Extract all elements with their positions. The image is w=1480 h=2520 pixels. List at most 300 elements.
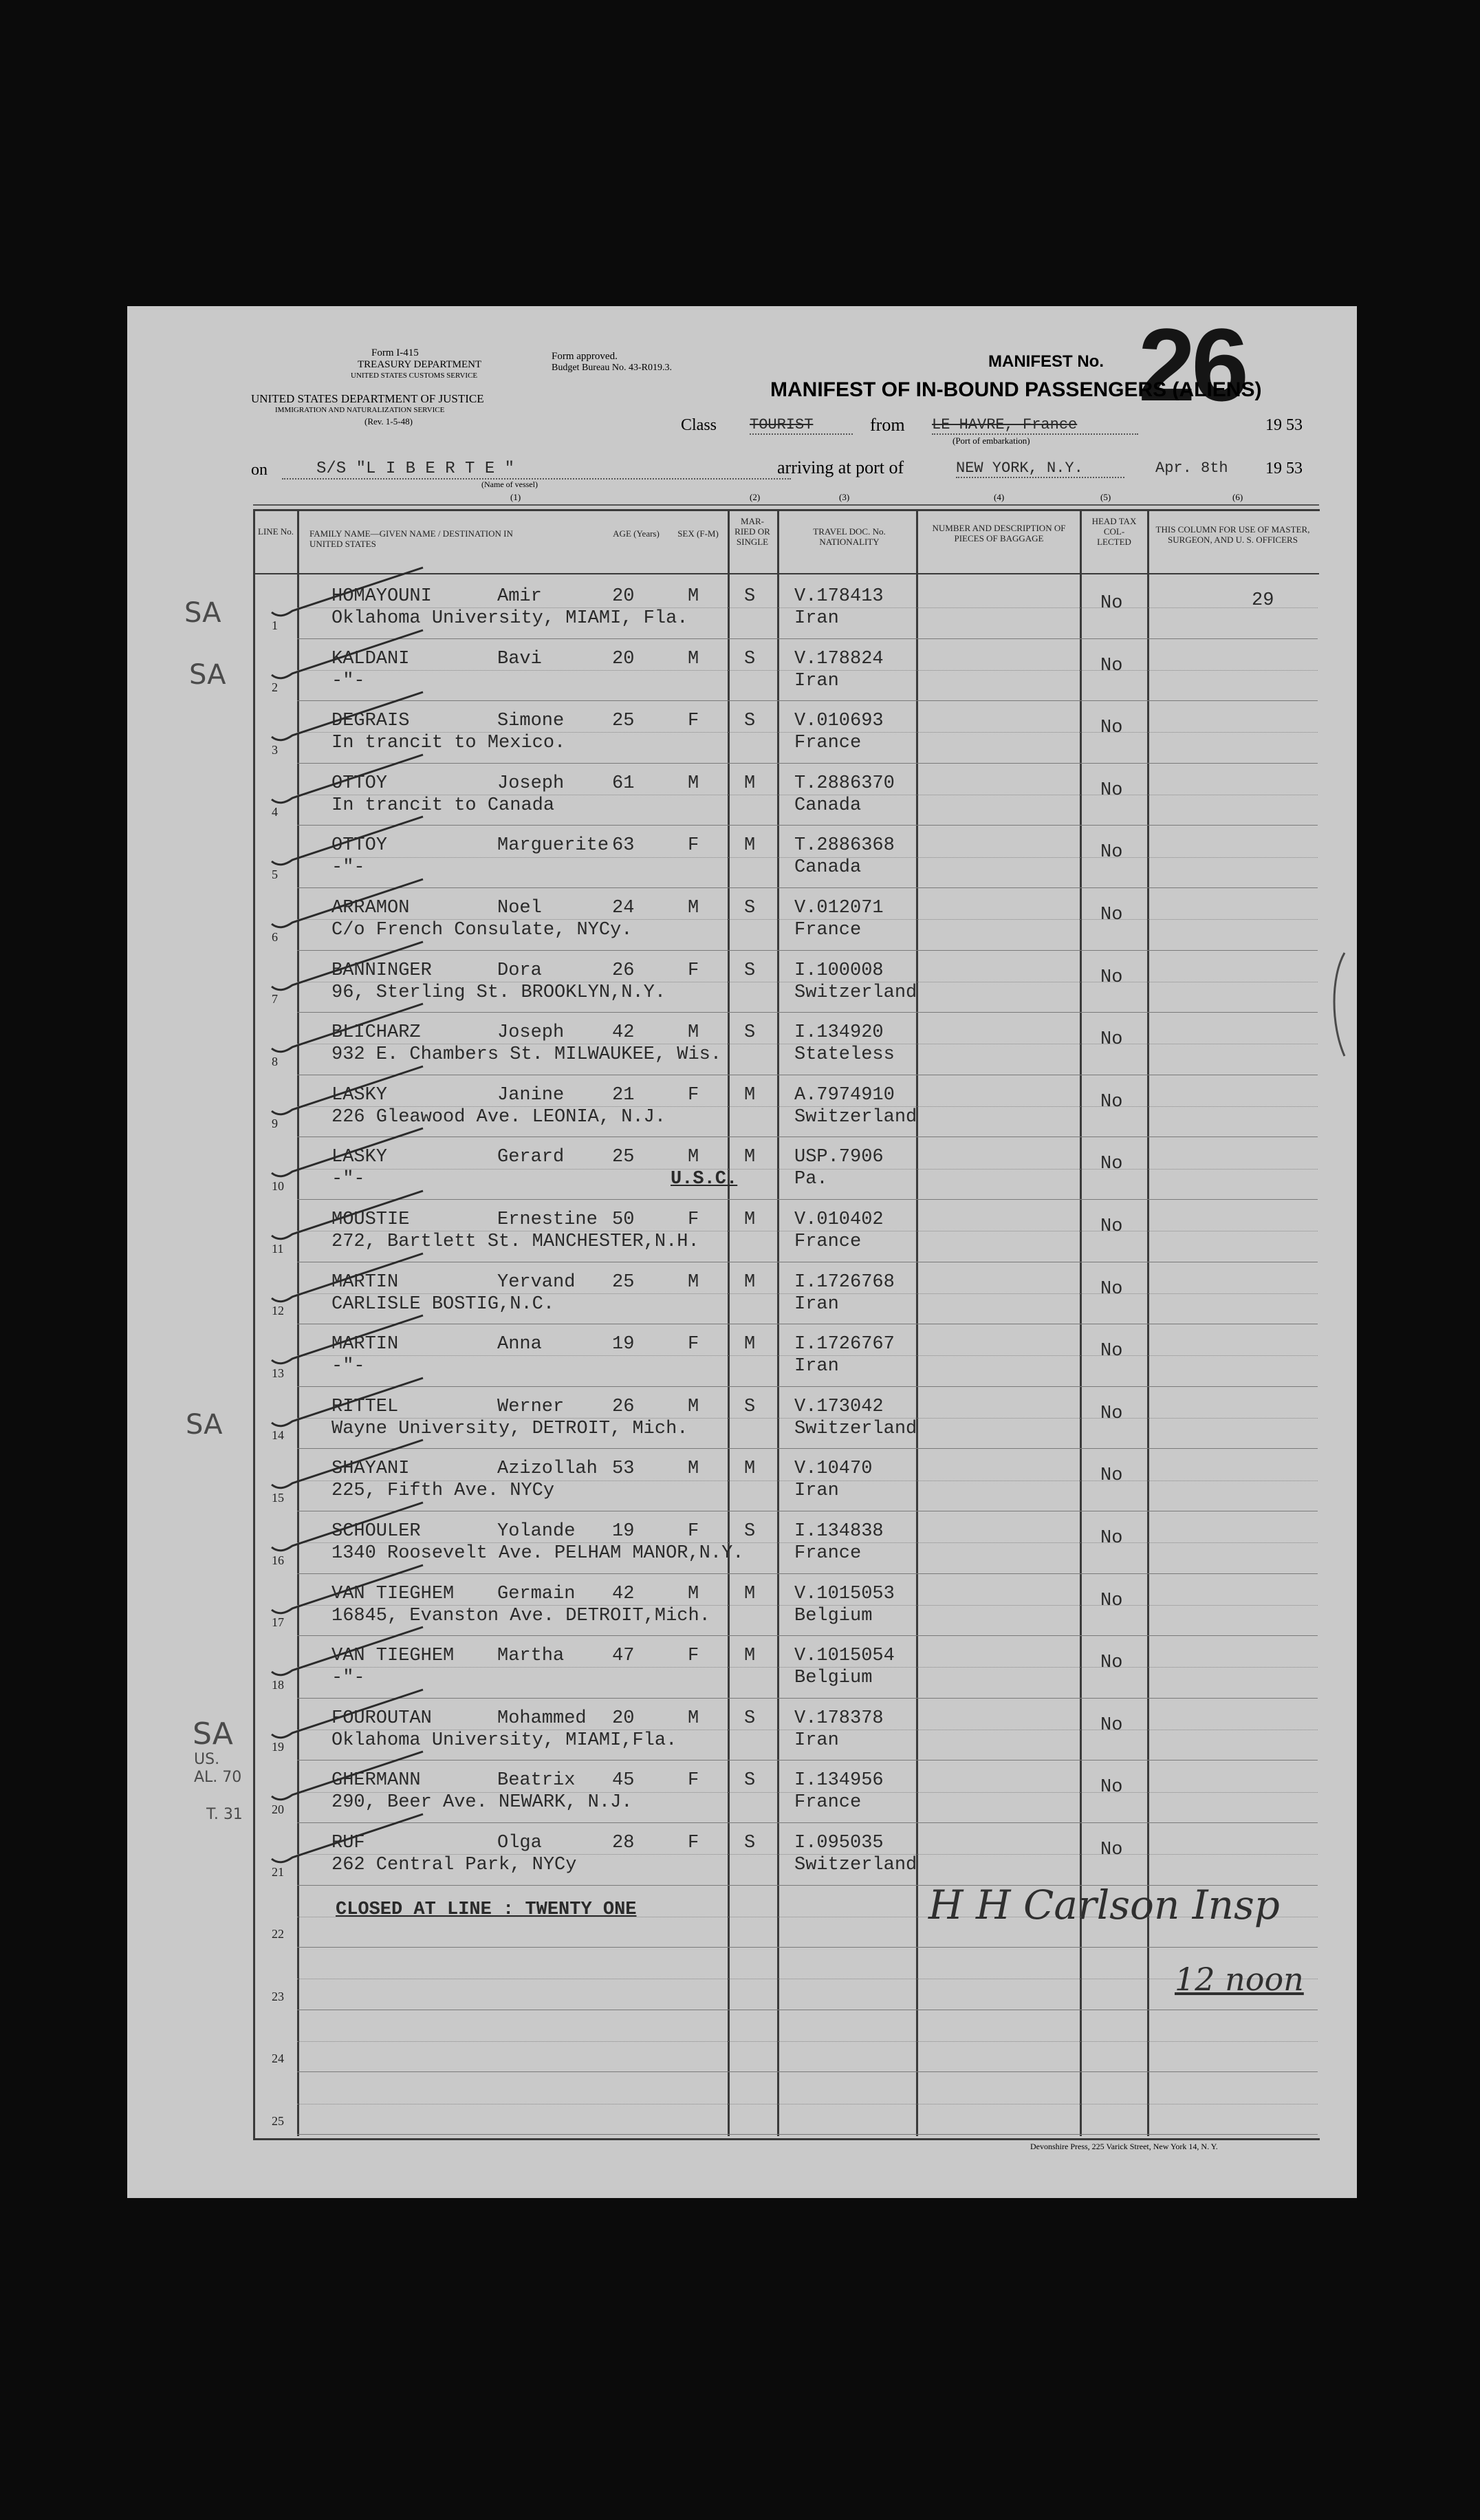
margin-note-us: US. AL. 70 bbox=[194, 1751, 242, 1786]
head-tax: No bbox=[1100, 779, 1123, 801]
table-row bbox=[0, 577, 1480, 638]
sex: M bbox=[688, 648, 699, 669]
nationality: Pa. bbox=[794, 1169, 828, 1190]
head-tax: No bbox=[1100, 1341, 1123, 1362]
nationality: Canada bbox=[794, 795, 862, 816]
treasury-department: TREASURY DEPARTMENT bbox=[358, 359, 482, 370]
check-mark-icon bbox=[265, 627, 430, 689]
margin-note-t: T. 31 bbox=[206, 1806, 243, 1823]
header-name: FAMILY NAME—GIVEN NAME / DESTINATION IN UNITED STATES bbox=[309, 528, 513, 549]
family-name: SHAYANI bbox=[331, 1458, 410, 1480]
check-mark-stroke bbox=[272, 568, 423, 616]
family-name: FOUROUTAN bbox=[331, 1708, 432, 1729]
table-row bbox=[0, 951, 1480, 1013]
given-name: Dora bbox=[497, 960, 542, 981]
paper-curl-mark bbox=[1327, 949, 1348, 1059]
head-tax: No bbox=[1100, 1590, 1123, 1611]
given-name: Gerard bbox=[497, 1147, 565, 1168]
family-name: LASKY bbox=[331, 1147, 388, 1168]
colnum-5: (5) bbox=[1100, 492, 1111, 502]
married-single: S bbox=[744, 1521, 756, 1542]
line-number: 3 bbox=[272, 742, 278, 757]
married-single: S bbox=[744, 648, 756, 669]
check-mark-stroke bbox=[272, 1191, 423, 1239]
colnum-2: (2) bbox=[750, 492, 761, 502]
check-mark-icon bbox=[265, 876, 430, 938]
destination: 96, Sterling St. BROOKLYN,N.Y. bbox=[331, 982, 666, 1003]
header-head-tax: HEAD TAX COL-LECTED bbox=[1091, 516, 1137, 547]
line-number: 7 bbox=[272, 992, 278, 1006]
line-number: 19 bbox=[272, 1740, 284, 1754]
sex: M bbox=[688, 898, 699, 918]
age: 50 bbox=[612, 1209, 635, 1230]
family-name: ARRAMON bbox=[331, 898, 410, 918]
travel-doc-no: V.010693 bbox=[794, 711, 884, 732]
line-number: 14 bbox=[272, 1428, 284, 1443]
sex: M bbox=[688, 1147, 699, 1168]
destination: -"- bbox=[331, 857, 365, 879]
margin-note-sa: SA bbox=[184, 597, 221, 629]
check-mark-icon bbox=[265, 564, 430, 626]
nationality: Iran bbox=[794, 1730, 839, 1751]
arriving-label: arriving at port of bbox=[777, 457, 904, 477]
travel-doc-no: V.010402 bbox=[794, 1209, 884, 1230]
destination: -"- bbox=[331, 1356, 365, 1377]
given-name: Noel bbox=[497, 898, 542, 918]
colnum-1: (1) bbox=[510, 492, 521, 502]
justice-department: UNITED STATES DEPARTMENT OF JUSTICE bbox=[251, 392, 484, 405]
officer-note: 29 bbox=[1252, 590, 1274, 611]
given-name: Joseph bbox=[497, 1022, 565, 1044]
family-name: MARTIN bbox=[331, 1271, 399, 1293]
destination: In trancit to Mexico. bbox=[331, 733, 566, 754]
travel-doc-no: I.134920 bbox=[794, 1022, 884, 1044]
destination: Wayne University, DETROIT, Mich. bbox=[331, 1418, 688, 1439]
family-name: LASKY bbox=[331, 1084, 388, 1106]
age: 20 bbox=[612, 1708, 635, 1729]
check-mark-icon bbox=[265, 1811, 430, 1873]
family-name: BLICHARZ bbox=[331, 1022, 421, 1044]
travel-doc-no: I.134956 bbox=[794, 1770, 884, 1791]
married-single: M bbox=[744, 1147, 756, 1168]
colnum-6: (6) bbox=[1232, 492, 1243, 502]
header-age: AGE (Years) bbox=[613, 528, 660, 539]
destination: 1340 Roosevelt Ave. PELHAM MANOR,N.Y. bbox=[331, 1543, 744, 1564]
table-row bbox=[0, 1013, 1480, 1075]
family-name: OTTOY bbox=[331, 835, 388, 857]
header-baggage: NUMBER AND DESCRIPTION OF PIECES OF BAGGAGE bbox=[932, 523, 1066, 543]
sex: M bbox=[688, 1583, 699, 1604]
married-single: M bbox=[744, 1583, 756, 1604]
travel-doc-no: A.7974910 bbox=[794, 1084, 895, 1106]
travel-doc-no: I.100008 bbox=[794, 960, 884, 981]
from-year: 19 53 bbox=[1265, 416, 1303, 434]
header-married: MAR-RIED OR SINGLE bbox=[734, 516, 770, 547]
check-mark-stroke bbox=[272, 1565, 423, 1613]
check-mark-icon bbox=[265, 1686, 430, 1748]
sex: F bbox=[688, 1209, 699, 1230]
check-mark-icon bbox=[265, 1125, 430, 1190]
destination: 932 E. Chambers St. MILWAUKEE, Wis. bbox=[331, 1044, 722, 1066]
travel-doc-no: V.10470 bbox=[794, 1458, 873, 1480]
age: 25 bbox=[612, 711, 635, 732]
nationality: France bbox=[794, 1792, 862, 1813]
given-name: Bavi bbox=[497, 648, 542, 669]
table-row bbox=[0, 1449, 1480, 1511]
table-row bbox=[0, 826, 1480, 887]
header-officers: THIS COLUMN FOR USE OF MASTER, SURGEON, AND U. S. OFFICERS bbox=[1155, 524, 1310, 545]
age: 20 bbox=[612, 586, 635, 607]
sex: M bbox=[688, 773, 699, 794]
on-label: on bbox=[251, 461, 268, 479]
table-row bbox=[0, 1262, 1480, 1324]
line-number: 24 bbox=[272, 2051, 284, 2066]
line-number: 25 bbox=[272, 2113, 284, 2128]
table-row bbox=[0, 1511, 1480, 1573]
manifest-no-label: MANIFEST No. bbox=[988, 352, 1104, 371]
given-name: Marguerite bbox=[497, 835, 609, 857]
sex: M bbox=[688, 1022, 699, 1044]
customs-service: UNITED STATES CUSTOMS SERVICE bbox=[351, 371, 478, 380]
check-mark-icon bbox=[265, 1436, 430, 1498]
header-line-no: LINE No. bbox=[258, 526, 294, 537]
destination: 226 Gleawood Ave. LEONIA, N.J. bbox=[331, 1106, 666, 1128]
destination: -"- bbox=[331, 1169, 365, 1190]
sex: M bbox=[688, 1708, 699, 1729]
nationality: Belgium bbox=[794, 1605, 873, 1626]
table-row bbox=[0, 1075, 1480, 1137]
check-mark-icon bbox=[265, 1312, 430, 1374]
head-tax: No bbox=[1100, 1528, 1123, 1549]
head-tax: No bbox=[1100, 1091, 1123, 1112]
married-single: S bbox=[744, 1396, 756, 1417]
nationality: Switzerland bbox=[794, 1418, 917, 1439]
line-number: 12 bbox=[272, 1304, 284, 1318]
head-tax: No bbox=[1100, 842, 1123, 863]
sex: F bbox=[688, 1833, 699, 1853]
head-tax: No bbox=[1100, 1403, 1123, 1424]
given-name: Ernestine bbox=[497, 1209, 598, 1230]
age: 53 bbox=[612, 1458, 635, 1480]
head-tax: No bbox=[1100, 1777, 1123, 1798]
married-single: S bbox=[744, 711, 756, 732]
sex: M bbox=[688, 586, 699, 607]
nationality: France bbox=[794, 920, 862, 940]
sex: F bbox=[688, 835, 699, 857]
manifest-number: 26 bbox=[1138, 307, 1245, 422]
table-row bbox=[0, 2010, 1480, 2072]
row-midline bbox=[297, 2041, 1318, 2042]
line-number: 10 bbox=[272, 1178, 284, 1193]
check-mark-icon bbox=[265, 1748, 430, 1810]
nationality: Iran bbox=[794, 1293, 839, 1315]
destination: -"- bbox=[331, 1668, 365, 1689]
head-tax: No bbox=[1100, 1714, 1123, 1736]
check-mark-icon bbox=[265, 1499, 430, 1561]
nationality: Switzerland bbox=[794, 982, 917, 1003]
margin-note-sa: SA bbox=[186, 1409, 223, 1441]
destination: CARLISLE BOSTIG,N.C. bbox=[331, 1293, 555, 1315]
family-name: KALDANI bbox=[331, 648, 410, 669]
nationality: Stateless bbox=[794, 1044, 895, 1066]
head-tax: No bbox=[1100, 593, 1123, 614]
check-mark-icon bbox=[265, 751, 430, 813]
check-mark-stroke bbox=[272, 879, 423, 927]
row-rule bbox=[297, 2134, 1318, 2135]
margin-note-sa: SA bbox=[193, 1716, 233, 1752]
line-number: 4 bbox=[272, 805, 278, 819]
check-mark-stroke bbox=[272, 1814, 423, 1862]
age: 45 bbox=[612, 1770, 635, 1791]
class-value: TOURIST bbox=[750, 416, 853, 435]
nationality: Iran bbox=[794, 608, 839, 629]
check-mark-icon bbox=[265, 1063, 430, 1125]
line-number: 8 bbox=[272, 1054, 278, 1068]
head-tax: No bbox=[1100, 1840, 1123, 1860]
sex: F bbox=[688, 960, 699, 981]
line-number: 17 bbox=[272, 1615, 284, 1630]
married-single: M bbox=[744, 1646, 756, 1667]
check-mark-stroke bbox=[272, 1627, 423, 1675]
class-label: Class bbox=[681, 416, 717, 434]
family-name: VAN TIEGHEM bbox=[331, 1583, 455, 1604]
ins-service: IMMIGRATION AND NATURALIZATION SERVICE bbox=[275, 406, 445, 414]
given-name: Olga bbox=[497, 1833, 542, 1853]
line-number: 1 bbox=[272, 618, 278, 632]
age: 63 bbox=[612, 835, 635, 857]
nationality: Iran bbox=[794, 670, 839, 691]
married-single: S bbox=[744, 1770, 756, 1791]
travel-doc-no: V.178824 bbox=[794, 648, 884, 669]
age: 26 bbox=[612, 960, 635, 981]
arriving-date: Apr. 8th bbox=[1155, 460, 1228, 477]
line-number: 21 bbox=[272, 1864, 284, 1879]
check-mark-stroke bbox=[272, 1378, 423, 1426]
travel-doc-no: V.178413 bbox=[794, 586, 884, 607]
nationality: Switzerland bbox=[794, 1855, 917, 1875]
destination: C/o French Consulate, NYCy. bbox=[331, 920, 633, 940]
married-single: S bbox=[744, 1022, 756, 1044]
check-mark-stroke bbox=[272, 755, 423, 803]
given-name: Yervand bbox=[497, 1271, 576, 1293]
family-name: OTTOY bbox=[331, 773, 388, 794]
table-top-rule bbox=[253, 504, 1319, 506]
given-name: Mohammed bbox=[497, 1708, 587, 1729]
table-row bbox=[0, 1137, 1480, 1199]
closing-statement: CLOSED AT LINE : TWENTY ONE bbox=[336, 1899, 637, 1920]
vessel-name: S/S "L I B E R T E " bbox=[282, 460, 791, 480]
age: 61 bbox=[612, 773, 635, 794]
married-single: M bbox=[744, 773, 756, 794]
table-row bbox=[0, 1200, 1480, 1262]
family-name: MARTIN bbox=[331, 1334, 399, 1355]
nationality: Iran bbox=[794, 1356, 839, 1377]
document-title: MANIFEST OF IN-BOUND PASSENGERS (ALIENS) bbox=[770, 378, 1262, 401]
header-travel-doc: TRAVEL DOC. No. NATIONALITY bbox=[813, 526, 886, 547]
given-name: Joseph bbox=[497, 773, 565, 794]
check-mark-icon bbox=[265, 938, 430, 1000]
printer-imprint: Devonshire Press, 225 Varick Street, New York 14, N. Y. bbox=[1030, 2142, 1218, 2151]
head-tax: No bbox=[1100, 1652, 1123, 1674]
header-sex: SEX (F-M) bbox=[677, 528, 719, 539]
table-row bbox=[0, 1324, 1480, 1386]
destination: -"- bbox=[331, 670, 365, 691]
check-mark-stroke bbox=[272, 1066, 423, 1114]
head-tax: No bbox=[1100, 1154, 1123, 1175]
line-number: 9 bbox=[272, 1117, 278, 1131]
check-mark-stroke bbox=[272, 1128, 423, 1176]
nationality: Belgium bbox=[794, 1668, 873, 1689]
from-value: LE HAVRE, France bbox=[932, 416, 1138, 435]
married-single: S bbox=[744, 1708, 756, 1729]
line-number: 15 bbox=[272, 1490, 284, 1505]
family-name: DEGRAIS bbox=[331, 711, 410, 732]
destination: In trancit to Canada bbox=[331, 795, 555, 816]
port-embarkation-caption: (Port of embarkation) bbox=[953, 435, 1030, 446]
destination: 16845, Evanston Ave. DETROIT,Mich. bbox=[331, 1605, 710, 1626]
given-name: Beatrix bbox=[497, 1770, 576, 1791]
nationality: Switzerland bbox=[794, 1106, 917, 1128]
check-mark-stroke bbox=[272, 1004, 423, 1052]
age: 19 bbox=[612, 1334, 635, 1355]
line-number: 22 bbox=[272, 1927, 284, 1941]
sex: M bbox=[688, 1458, 699, 1480]
married-single: M bbox=[744, 835, 756, 857]
check-mark-stroke bbox=[272, 817, 423, 865]
from-label: from bbox=[870, 415, 905, 435]
line-number: 23 bbox=[272, 1989, 284, 2003]
given-name: Azizollah bbox=[497, 1458, 598, 1480]
married-single: M bbox=[744, 1458, 756, 1480]
head-tax: No bbox=[1100, 655, 1123, 676]
check-mark-stroke bbox=[272, 1440, 423, 1488]
line-number: 18 bbox=[272, 1677, 284, 1692]
travel-doc-no: V.012071 bbox=[794, 898, 884, 918]
family-name: SCHOULER bbox=[331, 1521, 421, 1542]
travel-doc-no: USP.7906 bbox=[794, 1147, 884, 1168]
table-row bbox=[0, 2072, 1480, 2134]
married-single: S bbox=[744, 960, 756, 981]
form-number: Form I-415 bbox=[371, 347, 419, 358]
sex: F bbox=[688, 1334, 699, 1355]
travel-doc-no: V.173042 bbox=[794, 1396, 884, 1417]
married-single: M bbox=[744, 1084, 756, 1106]
given-name: Werner bbox=[497, 1396, 565, 1417]
age: 47 bbox=[612, 1646, 635, 1667]
sex: F bbox=[688, 1770, 699, 1791]
check-mark-icon bbox=[265, 1562, 430, 1624]
married-single: M bbox=[744, 1334, 756, 1355]
check-mark-stroke bbox=[272, 1315, 423, 1364]
line-number: 20 bbox=[272, 1802, 284, 1816]
form-approved: Form approved. bbox=[552, 351, 618, 362]
vessel-caption: (Name of vessel) bbox=[481, 480, 538, 489]
travel-doc-no: V.178378 bbox=[794, 1708, 884, 1729]
check-mark-stroke bbox=[272, 1253, 423, 1302]
nationality: Iran bbox=[794, 1480, 839, 1502]
head-tax: No bbox=[1100, 1278, 1123, 1300]
travel-doc-no: I.1726767 bbox=[794, 1334, 895, 1355]
arriving-port: NEW YORK, N.Y. bbox=[956, 460, 1124, 478]
given-name: Anna bbox=[497, 1334, 542, 1355]
age: 25 bbox=[612, 1147, 635, 1168]
nationality: France bbox=[794, 1231, 862, 1252]
table-row bbox=[0, 888, 1480, 950]
destination: Oklahoma University, MIAMI,Fla. bbox=[331, 1730, 677, 1751]
check-mark-icon bbox=[265, 1375, 430, 1436]
check-mark-stroke bbox=[272, 630, 423, 678]
sex: F bbox=[688, 1521, 699, 1542]
arriving-year: 19 53 bbox=[1265, 460, 1303, 477]
check-mark-icon bbox=[265, 1624, 430, 1689]
check-mark-icon bbox=[265, 1187, 430, 1249]
age: 42 bbox=[612, 1583, 635, 1604]
given-name: Martha bbox=[497, 1646, 565, 1667]
age: 19 bbox=[612, 1521, 635, 1542]
check-mark-stroke bbox=[272, 1690, 423, 1738]
budget-bureau: Budget Bureau No. 43-R019.3. bbox=[552, 363, 672, 373]
head-tax: No bbox=[1100, 967, 1123, 988]
head-tax: No bbox=[1100, 1029, 1123, 1051]
sex: F bbox=[688, 711, 699, 732]
colnum-3: (3) bbox=[839, 492, 850, 502]
destination: 262 Central Park, NYCy bbox=[331, 1855, 577, 1875]
line-number: 16 bbox=[272, 1553, 284, 1567]
destination: Oklahoma University, MIAMI, Fla. bbox=[331, 608, 688, 629]
family-name: VAN TIEGHEM bbox=[331, 1646, 455, 1667]
family-name: MOUSTIE bbox=[331, 1209, 410, 1230]
travel-doc-no: I.134838 bbox=[794, 1521, 884, 1542]
destination: 290, Beer Ave. NEWARK, N.J. bbox=[331, 1792, 633, 1813]
travel-doc-no: T.2886370 bbox=[794, 773, 895, 794]
age: 21 bbox=[612, 1084, 635, 1106]
check-mark-stroke bbox=[272, 942, 423, 990]
head-tax: No bbox=[1100, 718, 1123, 739]
check-mark-icon bbox=[265, 1250, 430, 1312]
travel-doc-no: V.1015054 bbox=[794, 1646, 895, 1667]
sex: M bbox=[688, 1396, 699, 1417]
sex: M bbox=[688, 1271, 699, 1293]
sex: F bbox=[688, 1084, 699, 1106]
age: 42 bbox=[612, 1022, 635, 1044]
married-single: S bbox=[744, 1833, 756, 1853]
given-name: Janine bbox=[497, 1084, 565, 1106]
table-row bbox=[0, 1636, 1480, 1698]
check-mark-stroke bbox=[272, 1503, 423, 1551]
table-row bbox=[0, 1823, 1480, 1885]
colnum-4: (4) bbox=[994, 492, 1005, 502]
check-mark-icon bbox=[265, 813, 430, 875]
table-row bbox=[0, 701, 1480, 763]
age: 28 bbox=[612, 1833, 635, 1853]
travel-doc-no: I.1726768 bbox=[794, 1271, 895, 1293]
travel-doc-no: V.1015053 bbox=[794, 1583, 895, 1604]
married-single: S bbox=[744, 898, 756, 918]
check-mark-icon bbox=[265, 689, 430, 751]
family-name: RITTEL bbox=[331, 1396, 399, 1417]
check-mark-stroke bbox=[272, 1752, 423, 1800]
given-name: Simone bbox=[497, 711, 565, 732]
travel-doc-no: I.095035 bbox=[794, 1833, 884, 1853]
signature-time: 12 noon bbox=[1175, 1961, 1304, 1998]
citizen-note: U.S.C. bbox=[671, 1169, 738, 1190]
check-mark-icon bbox=[265, 1000, 430, 1062]
nationality: France bbox=[794, 1543, 862, 1564]
line-number: 5 bbox=[272, 867, 278, 881]
inspector-signature: H H Carlson Insp bbox=[928, 1882, 1280, 1928]
head-tax: No bbox=[1100, 1216, 1123, 1237]
line-number: 2 bbox=[272, 680, 278, 695]
